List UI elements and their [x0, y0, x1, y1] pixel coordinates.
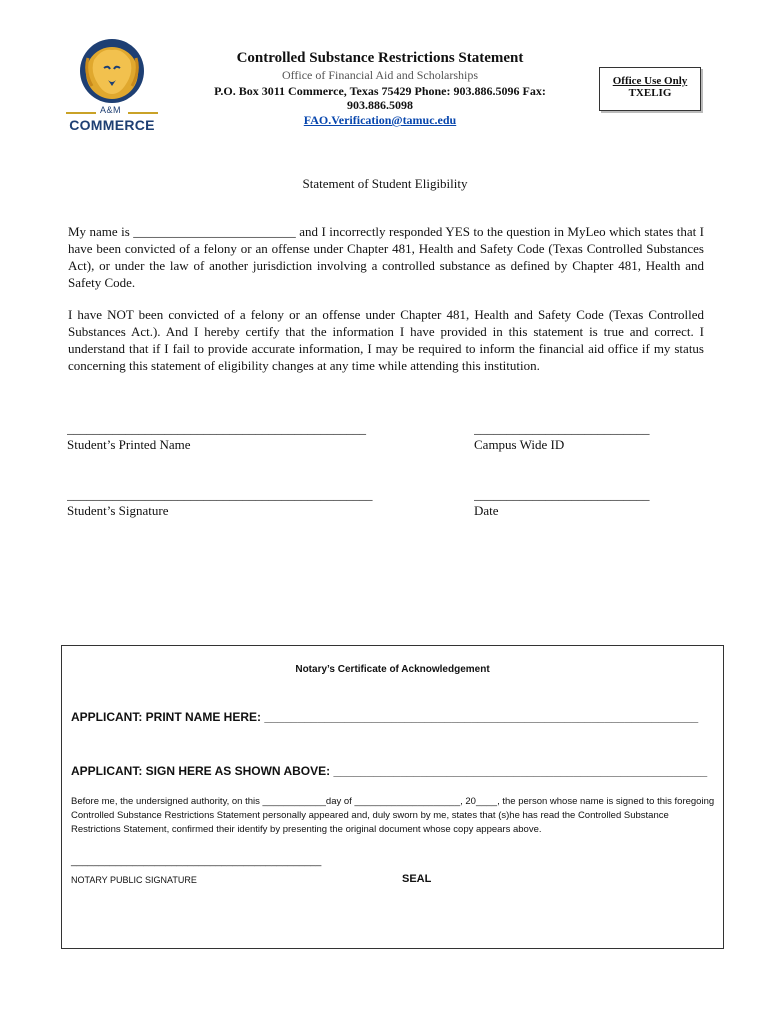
office-use-label: Office Use Only	[612, 75, 688, 87]
date-label: Date	[474, 503, 499, 518]
signature-label: Student’s Signature	[67, 503, 169, 518]
office-use-box	[599, 67, 701, 111]
lion-emblem-icon	[64, 38, 160, 104]
seal-label: SEAL	[402, 873, 432, 885]
university-logo	[64, 38, 160, 136]
document-title: Controlled Substance Restrictions Statement	[236, 50, 524, 66]
logo-rule-left	[66, 112, 96, 114]
office-use-code: TXELIG	[628, 87, 672, 99]
notary-body-text: Before me, the undersigned authority, on this ____________day of ____________________, 20____, the person whose name is signed to this foregoing Controlled Substance Restrictions Statement personally appeared and, duly sworn by me, states that (s)he has read the Controlled Substance Restrictions Statement, confirmed their identify by presenting the original document whose copy appears above.	[71, 796, 715, 835]
signature-line[interactable]: _______________________________________________	[67, 487, 373, 502]
email-link[interactable]: FAO.Verification@tamuc.edu	[303, 113, 457, 127]
logo-am-text: A&M	[100, 105, 122, 115]
applicant-signature-field[interactable]: APPLICANT: SIGN HERE AS SHOWN ABOVE: ________________________________________________________	[71, 764, 708, 778]
notary-signature-label: NOTARY PUBLIC SIGNATURE	[71, 875, 197, 885]
paragraph-certification: I have NOT been convicted of a felony or an offense under Chapter 481, Health and Safety Code (Texas Controlled Substances Act.). And I hereby certify that the information I have provided in this statement is true and correct. I understand that if I fail to provide accurate information, I may be required to inform the financial aid office if my status concerning this statement of eligibility changes at any time while attending this institution.	[68, 307, 704, 373]
address-line-2: 903.886.5098	[347, 98, 413, 112]
notary-signature-line[interactable]: _____________________________________________	[71, 856, 322, 867]
statement-subtitle: Statement of Student Eligibility	[302, 176, 468, 191]
printed-name-label: Student’s Printed Name	[67, 437, 191, 452]
notary-certificate-box	[61, 645, 724, 949]
applicant-print-name-field[interactable]: APPLICANT: PRINT NAME HERE: _________________________________________________________________	[71, 710, 699, 724]
address-line-1: P.O. Box 3011 Commerce, Texas 75429 Phone: 903.886.5096 Fax:	[214, 84, 546, 98]
logo-commerce-text: COMMERCE	[69, 117, 155, 133]
notary-title: Notary’s Certificate of Acknowledgement	[295, 664, 490, 675]
office-name: Office of Financial Aid and Scholarships	[281, 68, 479, 82]
logo-rule-right	[128, 112, 158, 114]
printed-name-line[interactable]: ______________________________________________	[67, 421, 366, 436]
date-line[interactable]: ___________________________	[474, 487, 650, 502]
campus-id-label: Campus Wide ID	[474, 437, 565, 452]
paragraph-felony-response: My name is _________________________ and I incorrectly responded YES to the question in MyLeo which states that I have been convicted of a felony or an offense under Chapter 481, Health and Safety Code (Texas Controlled Substances Act), or under the law of another jurisdiction involving a controlled substance as defined by Chapter 481, Health and Safety Code.	[68, 224, 704, 290]
contact-address	[190, 84, 570, 112]
campus-id-line[interactable]: ___________________________	[474, 421, 650, 436]
